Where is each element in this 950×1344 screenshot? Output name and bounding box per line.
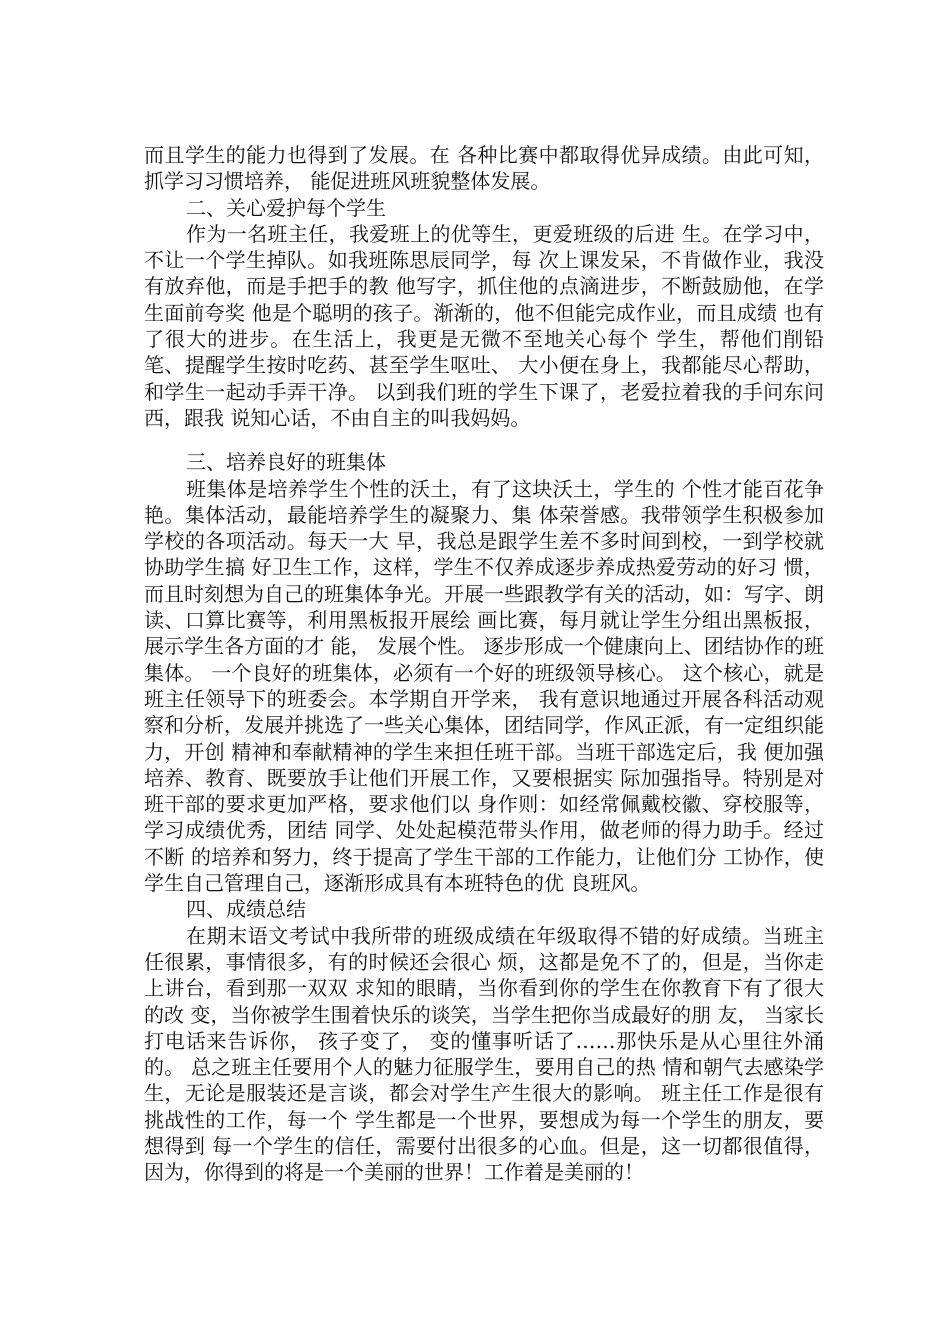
heading-care-students: 二、关心爱护每个学生 [186,195,386,220]
paragraph-care-students: 作为一名班主任，我爱班上的优等生，更爱班级的后进 生。在学习中，不让一个学生掉队。如我班陈思辰同学，每 次上课发呆，不肯做作业，我没有放弃他，而是手把手的教 他写字，抓住他的点滴进步，不断鼓励他，在学生面前夸奖 他是个聪明的孩子。渐渐的，他不但能完成作业，而且成绩 也有了很大的进步。在生活上，我更是无微不至地关心每个 学生，帮他们削铅笔、提醒学生按时吃药、甚至学生呕吐、 大小便在身上，我都能尽心帮助，和学生一起动手弄干净。 以到我们班的学生下课了，老爱拉着我的手问东问西，跟我 说知心话，不由自主的叫我妈妈。 [144,221,824,430]
document-page [144,142,824,1186]
heading-class-collective: 三、培养良好的班集体 [186,450,386,475]
heading-summary: 四、成绩总结 [186,897,306,922]
paragraph-class-collective: 班集体是培养学生个性的沃土，有了这块沃土，学生的 个性才能百花争艳。集体活动，最能培养学生的凝聚力、集 体荣誉感。我带领学生积极参加学校的各项活动。每天一大 早，我总是跟学生差不多时间到校，一到学校就协助学生搞 好卫生工作，这样，学生不仅养成逐步养成热爱劳动的好习 惯，而且时刻想为自己的班集体争光。开展一些跟教学有关的活动，如：写字、朗读、口算比赛等，利用黑板报开展绘 画比赛，每月就让学生分组出黑板报，展示学生各方面的才 能， 发展个性。 逐步形成一个健康向上、团结协作的班集体。 一个良好的班集体，必须有一个好的班级领导核心。 这个核心，就是班主任领导下的班委会。本学期自开学来， 我有意识地通过开展各科活动观察和分析，发展并挑选了一些关心集体，团结同学，作风正派，有一定组织能力，开创 精神和奉献精神的学生来担任班干部。当班干部选定后，我 便加强培养、教育、既要放手让他们开展工作，又要根据实 际加强指导。特别是对班干部的要求更加严格，要求他们以 身作则：如经常佩戴校徽、穿校服等，学习成绩优秀，团结 同学、处处起模范带头作用，做老师的得力助手。经过不断 的培养和努力，终于提高了学生干部的工作能力，让他们分 工协作，使学生自己管理自己，逐渐形成具有本班特色的优 良班风。 [144,476,824,896]
paragraph-summary: 在期末语文考试中我所带的班级成绩在年级取得不错的好成绩。当班主任很累，事情很多，有的时候还会很心 烦，这都是免不了的，但是，当你走上讲台，看到那一双双 求知的眼睛，当你看到你的学生在你教育下有了很大的改 变，当你被学生围着快乐的谈笑，当学生把你当成最好的朋 友， 当家长打电话来告诉你， 孩子变了， 变的懂事听话了……那快乐是从心里往外涌的。 总之班主任要用个人的魅力征服学生，要用自己的热 情和朝气去感染学生，无论是服装还是言谈，都会对学生产生很大的影响。 班主任工作是很有挑战性的工作，每一个 学生都是一个世界，要想成为每一个学生的朋友，要想得到 每一个学生的信任，需要付出很多的心血。但是，这一切都很值得，因为，你得到的将是一个美丽的世界！工作着是美丽的！ [144,923,824,1185]
paragraph-gap [144,431,824,449]
paragraph-intro: 而且学生的能力也得到了发展。在 各种比赛中都取得优异成绩。由此可知，抓学习习惯培养， 能促进班风班貌整体发展。 [144,143,824,194]
